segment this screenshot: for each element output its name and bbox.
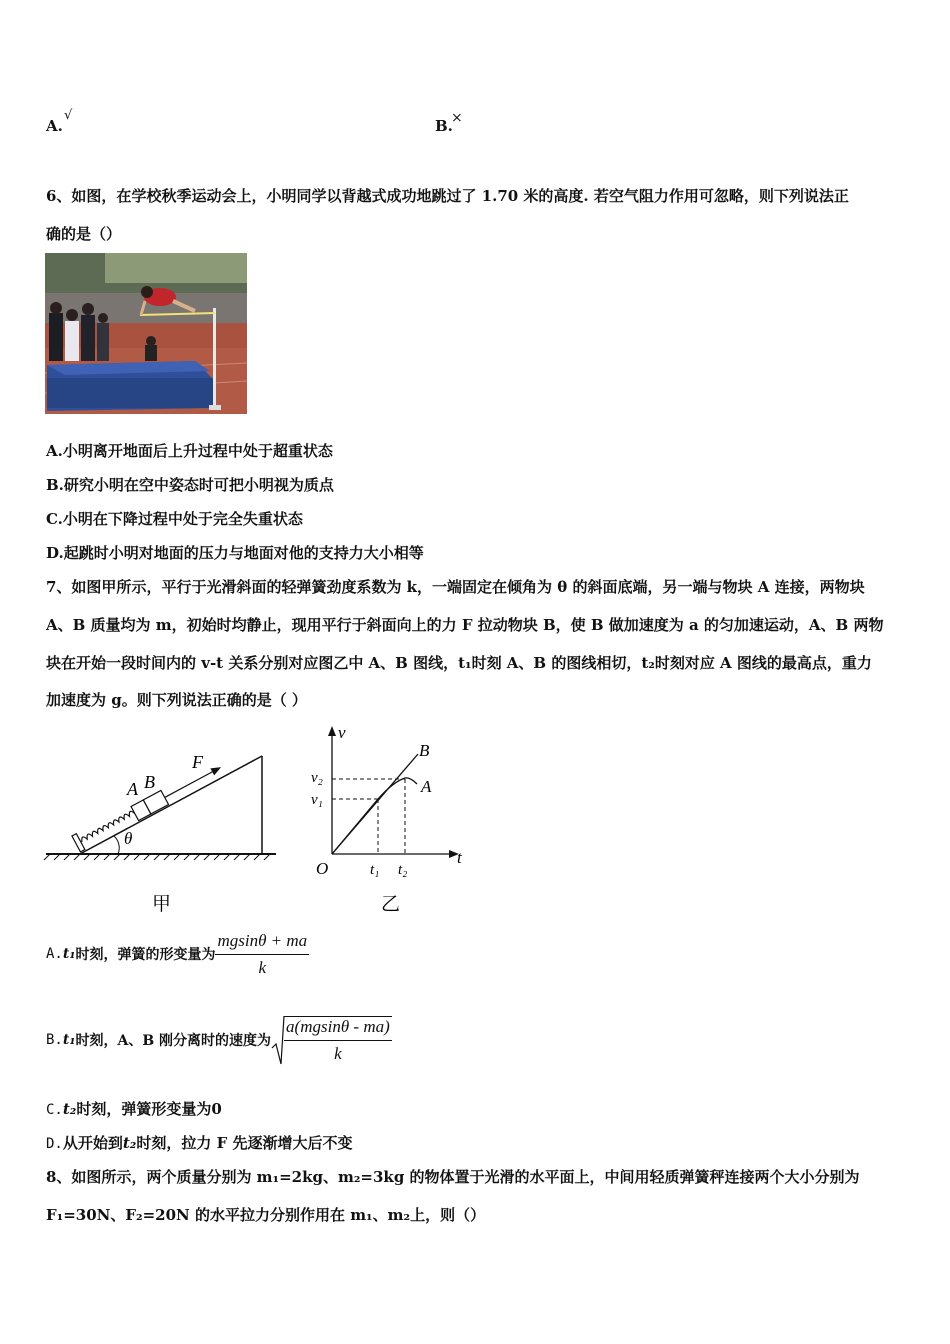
t1-label: t₁	[370, 862, 380, 878]
q7-option-d-text2: 时刻，拉力 F 先逐渐增大后不变	[136, 1134, 353, 1152]
q7-option-d	[46, 1133, 352, 1154]
cross-mark-icon: ×	[451, 110, 463, 126]
curve-a-label: A	[421, 777, 432, 796]
q6-stem-line1: 6、如图，在学校秋季运动会上，小明同学以背越式成功地跳过了 1.70 米的高度. 若空气阻力作用可忽略，则下列说法正	[46, 187, 849, 205]
fraction-numerator: mgsinθ + ma	[215, 931, 309, 955]
option-a-label: A.	[46, 117, 63, 135]
option-b-label: B.	[435, 117, 453, 135]
q6-stem-line2: 确的是（）	[46, 225, 122, 243]
check-mark-icon: √	[64, 108, 73, 123]
q7-option-c-text: 时刻，弹簧形变量为	[76, 1100, 212, 1118]
q6-option-b: B.研究小明在空中姿态时可把小明视为质点	[46, 476, 334, 494]
q7-option-b-time: t₁	[62, 1032, 76, 1048]
origin-label: O	[316, 859, 329, 878]
fraction-deformation	[215, 931, 309, 978]
block-a-label: A	[127, 779, 138, 799]
q7-stem-line2: A、B 质量均为 m，初始时均静止，现用平行于斜面向上的力 F 拉动物块 B，使 B 做加速度为 a 的匀加速运动，A、B 两物	[46, 616, 884, 634]
q7-option-b	[46, 1014, 392, 1066]
v2-label: v₂	[311, 770, 323, 786]
q7-stem-line4: 加速度为 g。则下列说法正确的是（ ）	[46, 691, 307, 709]
figure-jia-caption: 甲	[152, 893, 172, 915]
q7-option-d-text1: 从开始到	[62, 1134, 123, 1152]
q7-option-c-prefix: C.	[46, 1102, 63, 1118]
axis-t-label: t	[457, 848, 462, 867]
q7-option-a-prefix: A.	[46, 946, 63, 962]
q6-option-c: C.小明在下降过程中处于完全失重状态	[46, 510, 303, 528]
fraction-velocity	[284, 1016, 392, 1064]
theta-label: θ	[124, 829, 133, 848]
sqrt-sign-icon	[271, 1014, 285, 1066]
q6-option-a: A.小明离开地面后上升过程中处于超重状态	[46, 442, 333, 460]
q7-option-b-text: 时刻，A、B 刚分离时的速度为	[75, 1033, 272, 1049]
q8-stem-line2: F₁=30N、F₂=20N 的水平拉力分别作用在 m₁、m₂上，则（）	[46, 1206, 486, 1224]
q7-option-c-time: t₂	[62, 1100, 77, 1118]
sqrt-fraction-denominator: k	[334, 1044, 342, 1063]
q7-option-c-value: 0	[211, 1100, 222, 1118]
q7-stem-line1: 7、如图甲所示，平行于光滑斜面的轻弹簧劲度系数为 k，一端固定在倾角为 θ 的斜面底端，另一端与物块 A 连接，两物块	[46, 578, 865, 596]
q7-option-a-time: t₁	[62, 946, 76, 962]
line-b-label: B	[419, 741, 430, 760]
q7-option-d-time: t₂	[122, 1134, 137, 1152]
q7-option-a-text: 时刻，弹簧的形变量为	[75, 947, 216, 963]
force-f-label: F	[192, 752, 203, 772]
axis-v-label: v	[338, 723, 346, 742]
block-b-label: B	[144, 772, 155, 792]
fraction-denominator: k	[258, 957, 267, 977]
q8-stem-line1: 8、如图所示，两个质量分别为 m₁=2kg、m₂=3kg 的物体置于光滑的水平面上，中间用轻质弹簧秤连接两个大小分别为	[46, 1168, 860, 1186]
q7-stem-line3: 块在开始一段时间内的 v-t 关系分别对应图乙中 A、B 图线，t₁时刻 A、B 的图线相切，t₂时刻对应 A 图线的最高点，重力	[46, 654, 872, 672]
incline-diagram	[40, 740, 290, 920]
q7-option-d-prefix: D.	[46, 1136, 63, 1152]
q6-option-d: D.起跳时小明对地面的压力与地面对他的支持力大小相等	[46, 544, 424, 562]
figure-yi-caption: 乙	[381, 893, 401, 915]
high-jump-photo	[45, 253, 247, 414]
q7-option-b-prefix: B.	[46, 1032, 63, 1048]
v1-label: v₁	[311, 792, 323, 808]
sqrt-fraction-numerator: a(mgsinθ - ma)	[284, 1017, 392, 1041]
q7-option-c	[46, 1099, 222, 1120]
t2-label: t₂	[398, 862, 408, 878]
q7-option-a	[46, 930, 309, 978]
vt-graph	[305, 722, 475, 922]
